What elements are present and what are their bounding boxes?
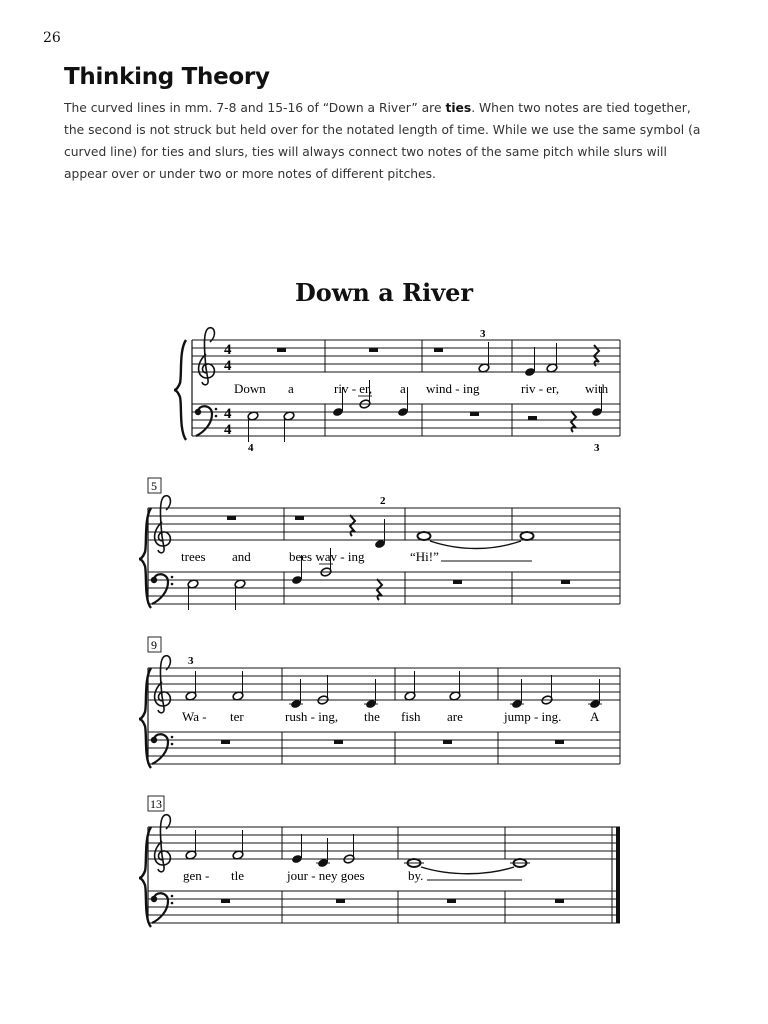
- note: [588, 679, 602, 709]
- theory-text-a: The curved lines in mm. 7-8 and 15-16 of “Down a River” are: [64, 101, 446, 115]
- quarter-rest: [571, 411, 576, 432]
- note: [317, 675, 329, 705]
- brace: [174, 340, 186, 440]
- note: [364, 679, 378, 709]
- note: [374, 519, 386, 549]
- fingering: 4: [248, 442, 254, 454]
- note: [449, 671, 461, 701]
- bass-clef: [151, 893, 174, 923]
- note: [187, 579, 199, 610]
- page-number: 26: [43, 30, 61, 46]
- note: [541, 675, 553, 705]
- time-sig-top: 4: [224, 342, 232, 358]
- lyrics-system-4: [183, 868, 423, 883]
- measure-number: 5: [151, 479, 157, 493]
- whole-rest: [470, 412, 479, 416]
- theory-text-b: . When two notes are tied together, the second is not struck but held over for the notated length of time. While we use the same symbol (a curved line) for ties and slurs, ties will always connect two notes of the same pitch while slurs will appear over or under two or more notes of different pitches.: [64, 101, 701, 181]
- lyric: riv - er,: [521, 381, 560, 396]
- tie: [421, 867, 514, 874]
- whole-rest: [555, 899, 564, 903]
- lyric: the: [364, 709, 380, 724]
- time-sig-bottom: 4: [224, 358, 232, 374]
- bass-clef: [151, 574, 174, 604]
- note: [234, 579, 246, 610]
- bass-clef: [195, 406, 218, 436]
- fingering: 3: [594, 442, 600, 454]
- note: [247, 411, 259, 442]
- lyrics-system-3: [182, 709, 600, 724]
- lyric: a: [288, 381, 294, 396]
- system-2: [139, 478, 620, 610]
- brace: [139, 508, 151, 608]
- bass-staff: [148, 572, 620, 604]
- whole-rest: [555, 740, 564, 744]
- whole-rest: [336, 899, 345, 903]
- lyric: “Hi!”: [410, 549, 439, 564]
- note: [185, 830, 197, 860]
- fingering: 3: [188, 655, 194, 667]
- system-3: [139, 637, 620, 768]
- time-sig-top-bass: 4: [224, 406, 232, 422]
- lyric: ter: [230, 709, 244, 724]
- time-sig-bottom-bass: 4: [224, 422, 232, 438]
- quarter-rest: [350, 515, 355, 536]
- lyric: wind - ing: [426, 381, 480, 396]
- whole-rest: [453, 580, 462, 584]
- lyric: gen -: [183, 868, 210, 883]
- note: [343, 834, 355, 864]
- lyrics-system-1: [234, 381, 609, 396]
- note: [289, 679, 303, 709]
- brace: [139, 827, 151, 927]
- song-title: Down a River: [294, 278, 474, 307]
- lyric: a: [400, 381, 406, 396]
- whole-rest: [334, 740, 343, 744]
- bass-clef: [151, 734, 174, 764]
- note: [404, 671, 416, 701]
- lyric: Wa -: [182, 709, 207, 724]
- note: [232, 671, 244, 701]
- quarter-rest: [377, 579, 382, 600]
- note: [291, 834, 303, 864]
- lyric: bees wav - ing: [289, 549, 365, 564]
- note: [478, 342, 490, 373]
- lyric: riv - er,: [334, 381, 373, 396]
- lyric: A: [590, 709, 600, 724]
- treble-staff: [148, 827, 620, 859]
- whole-rest: [227, 516, 236, 520]
- lyric: tle: [231, 868, 244, 883]
- note: [510, 679, 524, 709]
- note: [232, 830, 244, 860]
- whole-note: [521, 532, 534, 540]
- theory-text-bold: ties: [445, 101, 472, 115]
- system-1: [174, 328, 620, 454]
- lyrics-system-2: [181, 549, 439, 564]
- brace: [139, 668, 151, 768]
- whole-rest: [561, 580, 570, 584]
- whole-rest: [447, 899, 456, 903]
- note: [185, 671, 197, 701]
- bass-staff: [148, 732, 620, 764]
- measure-number: 9: [151, 638, 157, 652]
- lyric: Down: [234, 381, 266, 396]
- lyric: jour - ney goes: [287, 868, 365, 883]
- whole-note: [418, 532, 431, 540]
- lyric: trees: [181, 549, 206, 564]
- measure-number: 13: [150, 797, 162, 811]
- whole-rest: [277, 348, 286, 352]
- whole-rest: [369, 348, 378, 352]
- fingering: 2: [380, 495, 386, 507]
- note: [546, 343, 558, 373]
- lyric: rush - ing,: [285, 709, 339, 724]
- section-title: Thinking Theory: [64, 64, 270, 90]
- lyric: and: [232, 549, 251, 564]
- whole-rest: [443, 740, 452, 744]
- tie: [430, 541, 521, 549]
- system-4: [139, 796, 620, 927]
- bass-staff: [148, 891, 620, 923]
- final-barline: [616, 827, 620, 923]
- treble-staff: [192, 340, 620, 372]
- lyric: jump - ing.: [504, 709, 562, 724]
- fingering: 3: [480, 328, 486, 340]
- lyric: by.: [408, 868, 424, 883]
- whole-rest: [221, 740, 230, 744]
- half-rest: [295, 516, 304, 520]
- lyric: fish: [401, 709, 421, 724]
- half-rest: [434, 348, 443, 352]
- whole-rest: [221, 899, 230, 903]
- note: [283, 411, 295, 442]
- note: [316, 838, 330, 868]
- half-rest: [528, 416, 537, 420]
- treble-staff: [148, 668, 620, 700]
- note: [524, 347, 536, 377]
- lyric: are: [447, 709, 463, 724]
- lyric: with: [585, 381, 609, 396]
